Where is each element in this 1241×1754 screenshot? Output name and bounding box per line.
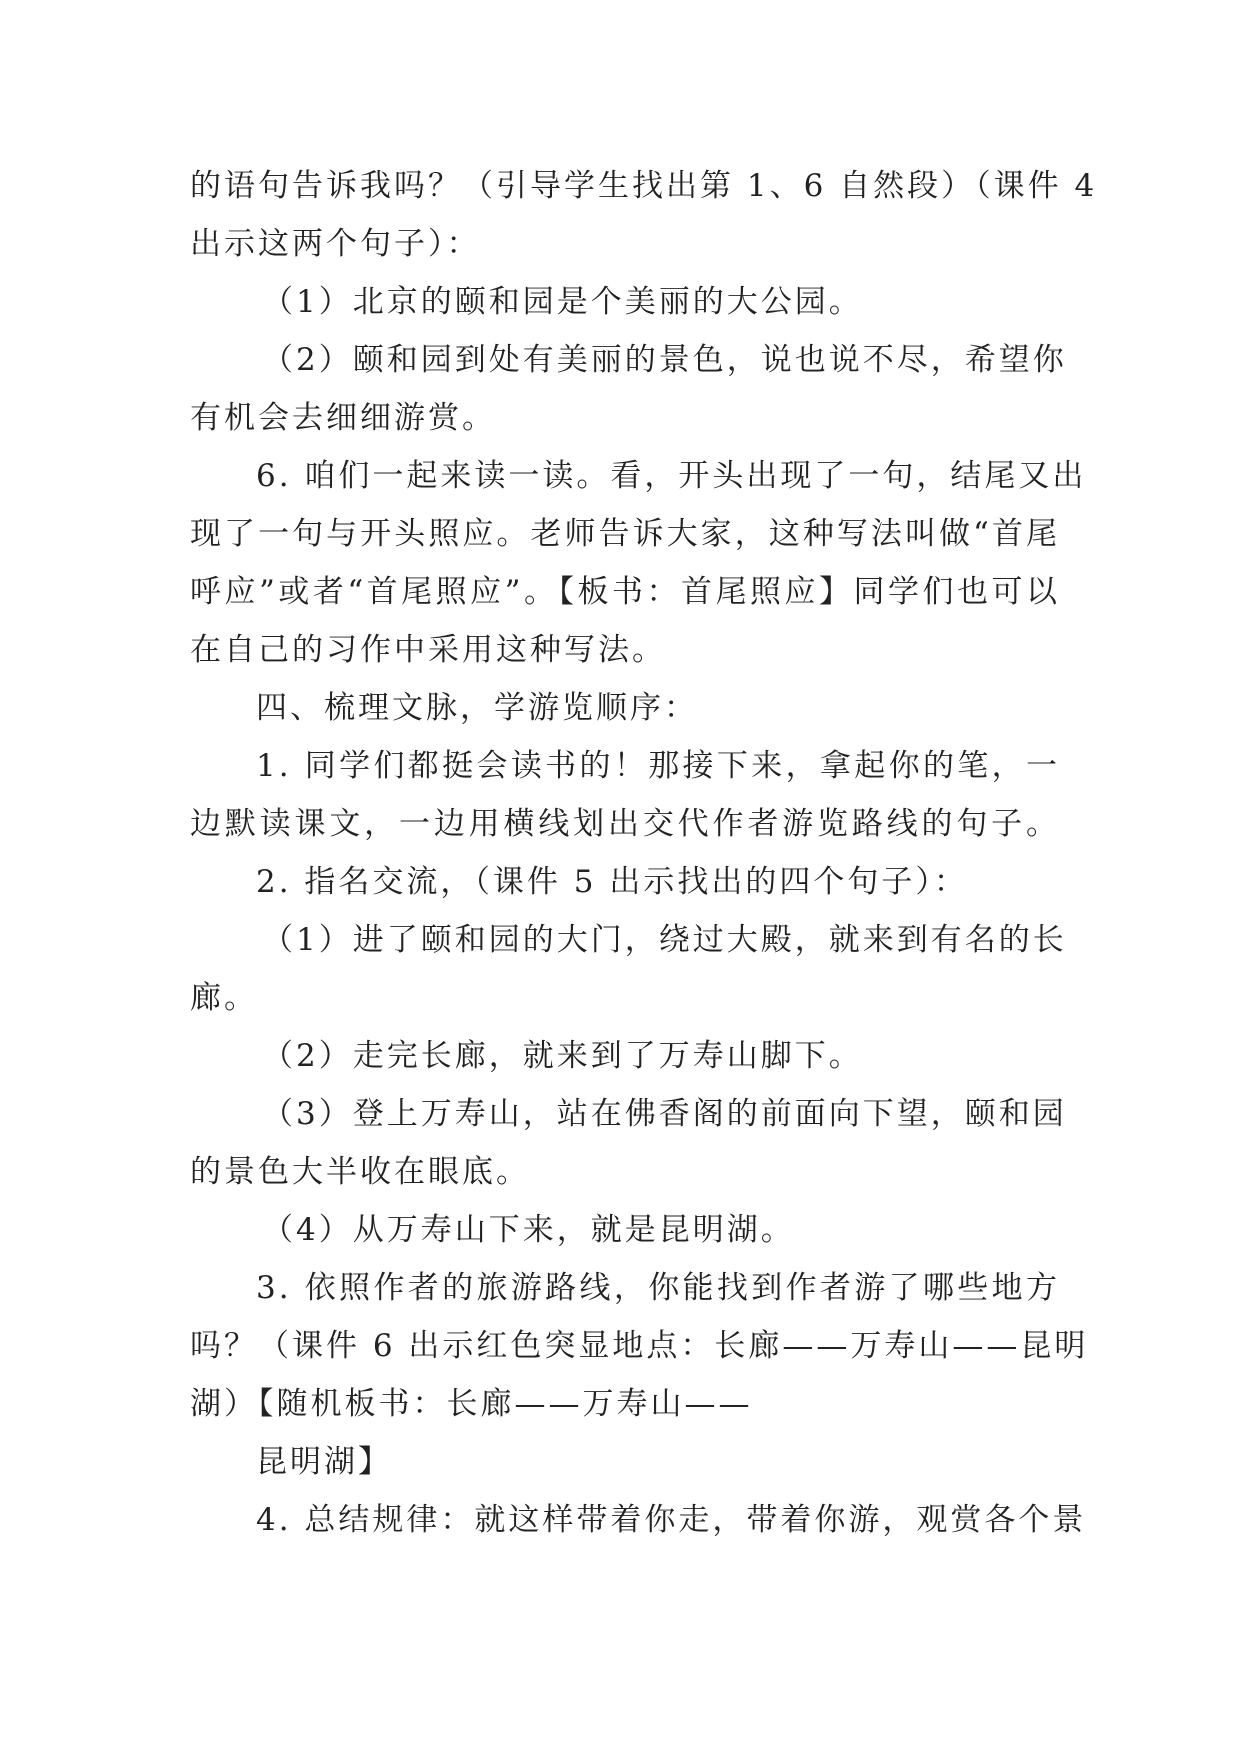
text-line: 现了一句与开头照应。老师告诉大家，这种写法叫做“首尾 xyxy=(190,516,1060,552)
text-line: 出示这两个句子）： xyxy=(190,226,481,262)
section-heading: 四、梳理文脉，学游览顺序： xyxy=(256,690,698,726)
text-line: 的语句告诉我吗？（引导学生找出第 1、6 自然段）（课件 4 xyxy=(190,168,1098,204)
text-line: 2. 指名交流，（课件 5 出示找出的四个句子）： xyxy=(256,864,968,900)
text-line: 呼应”或者“首尾照应”。【板书：首尾照应】同学们也可以 xyxy=(190,574,1060,610)
text-line: 昆明湖】 xyxy=(256,1444,392,1480)
text-line: 廊。 xyxy=(190,980,258,1016)
text-line: 1. 同学们都挺会读书的！那接下来，拿起你的笔，一 xyxy=(256,748,1060,784)
text-line: 在自己的习作中采用这种写法。 xyxy=(190,632,666,668)
text-line: （1）北京的颐和园是个美丽的大公园。 xyxy=(262,284,863,320)
text-line: 的景色大半收在眼底。 xyxy=(190,1154,530,1190)
text-line: 吗？（课件 6 出示红色突显地点：长廊——万寿山——昆明 xyxy=(190,1328,1089,1364)
text-line: （4）从万寿山下来，就是昆明湖。 xyxy=(262,1212,795,1248)
text-line: 4. 总结规律：就这样带着你走，带着你游，观赏各个景 xyxy=(256,1502,1087,1538)
text-line: （1）进了颐和园的大门，绕过大殿，就来到有名的长 xyxy=(262,922,1067,958)
text-line: 有机会去细细游赏。 xyxy=(190,400,496,436)
text-line: （3）登上万寿山，站在佛香阁的前面向下望，颐和园 xyxy=(262,1096,1067,1132)
text-line: （2）颐和园到处有美丽的景色，说也说不尽，希望你 xyxy=(262,342,1067,378)
text-line: 湖）【随机板书：长廊——万寿山—— xyxy=(190,1386,753,1422)
text-line: 3. 依照作者的旅游路线，你能找到作者游了哪些地方 xyxy=(256,1270,1060,1306)
text-line: 边默读课文，一边用横线划出交代作者游览路线的句子。 xyxy=(190,806,1060,842)
text-line: 6. 咱们一起来读一读。看，开头出现了一句，结尾又出 xyxy=(256,458,1087,494)
text-line: （2）走完长廊，就来到了万寿山脚下。 xyxy=(262,1038,863,1074)
